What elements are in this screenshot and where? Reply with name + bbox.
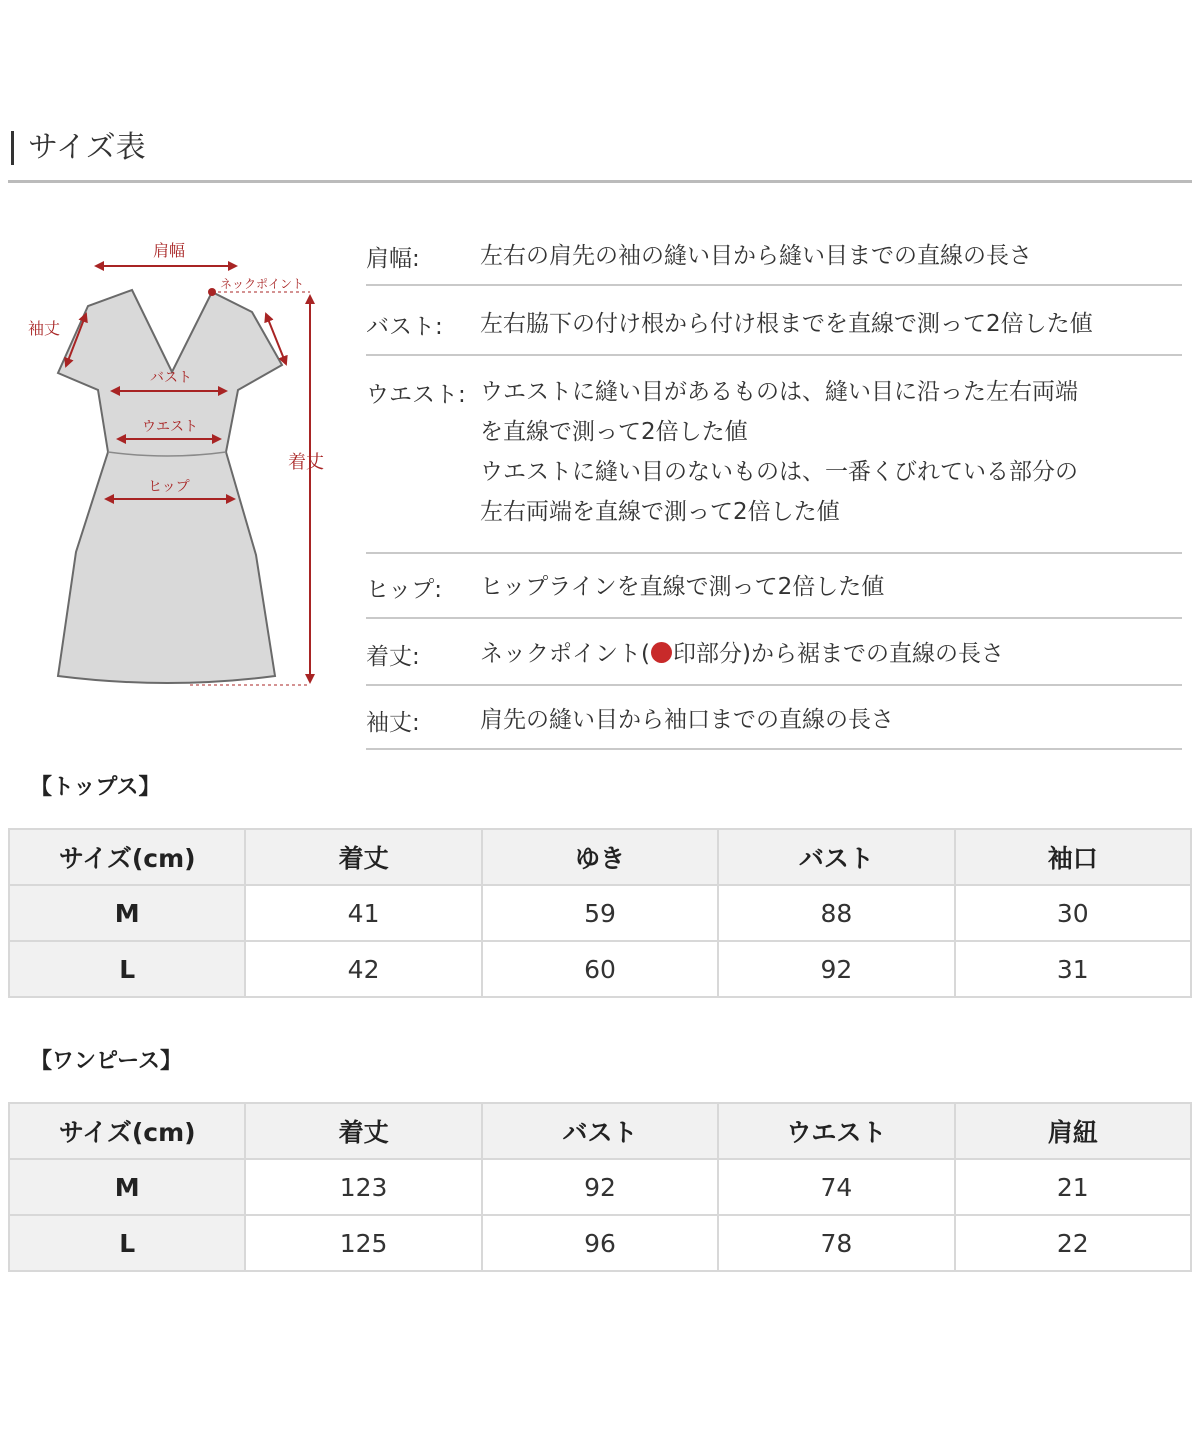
table-cell: 21 [955, 1159, 1191, 1215]
table-header: サイズ(cm) [9, 829, 245, 885]
definition-term: ヒップ: [366, 577, 443, 603]
definition-waist [366, 356, 1182, 554]
definition-term: バスト: [366, 314, 443, 340]
onepiece-heading: 【ワンピース】 [30, 1049, 183, 1074]
table-row [9, 941, 1191, 997]
definition-term: 肩幅: [366, 246, 420, 272]
table-row [9, 1215, 1191, 1271]
definition-term: 着丈: [366, 644, 420, 670]
size-label: M [9, 885, 245, 941]
table-cell: 59 [482, 885, 718, 941]
table-cell: 42 [245, 941, 481, 997]
table-header: 着丈 [245, 1103, 481, 1159]
definition-line: 左右両端を直線で測って2倍した値 [480, 499, 840, 525]
table-header: 袖口 [955, 829, 1191, 885]
table-cell: 74 [718, 1159, 954, 1215]
table-row [9, 885, 1191, 941]
table-cell: 123 [245, 1159, 481, 1215]
table-header: ウエスト [718, 1103, 954, 1159]
sleeve-label: 袖丈 [28, 319, 61, 338]
definition-text [480, 372, 1078, 532]
definition-line: ウエストに縫い目のないものは、一番くびれている部分の [480, 459, 1078, 485]
table-cell: 22 [955, 1215, 1191, 1271]
definition-line: ウエストに縫い目があるものは、縫い目に沿った左右両端 [480, 379, 1078, 405]
measurement-definitions [366, 232, 1182, 750]
bust-label: バスト [150, 370, 192, 386]
definition-bust [366, 286, 1182, 356]
definition-term: ウエスト: [366, 382, 466, 408]
onepiece-size-table [8, 1102, 1192, 1272]
table-cell: 125 [245, 1215, 481, 1271]
neckpoint-label: ネックポイント [220, 277, 305, 291]
hip-label: ヒップ [148, 479, 190, 495]
table-cell: 96 [482, 1215, 718, 1271]
table-header-row [9, 1103, 1191, 1159]
dress-illustration [0, 230, 350, 700]
table-header: サイズ(cm) [9, 1103, 245, 1159]
page-title: サイズ表 [28, 130, 146, 165]
size-label: M [9, 1159, 245, 1215]
definition-sleeve [366, 686, 1182, 750]
definition-line-part: ネックポイント( [480, 641, 650, 667]
title-divider [8, 180, 1192, 183]
title-block [8, 128, 1192, 183]
waist-label: ウエスト [142, 419, 198, 435]
table-header: 着丈 [245, 829, 481, 885]
definition-line: を直線で測って2倍した値 [480, 419, 748, 445]
definition-line: 左右脇下の付け根から付け根までを直線で測って2倍した値 [480, 311, 1093, 337]
size-label: L [9, 1215, 245, 1271]
definition-line [480, 634, 1004, 674]
definition-hip [366, 554, 1182, 619]
table-cell: 78 [718, 1215, 954, 1271]
tops-heading: 【トップス】 [30, 775, 161, 800]
title-accent-bar [11, 131, 14, 165]
dress-diagram [0, 230, 350, 700]
definition-length [366, 619, 1182, 686]
size-label: L [9, 941, 245, 997]
table-cell: 88 [718, 885, 954, 941]
table-cell: 41 [245, 885, 481, 941]
definition-line: ヒップラインを直線で測って2倍した値 [480, 574, 885, 600]
table-header-row [9, 829, 1191, 885]
red-dot-icon [651, 642, 672, 663]
table-cell: 92 [718, 941, 954, 997]
length-label: 着丈 [288, 452, 324, 473]
definition-term: 袖丈: [366, 710, 420, 736]
definition-text [480, 567, 884, 607]
table-cell: 92 [482, 1159, 718, 1215]
table-header: ゆき [482, 829, 718, 885]
table-cell: 31 [955, 941, 1191, 997]
definition-shoulder [366, 232, 1182, 286]
table-header: 肩紐 [955, 1103, 1191, 1159]
definition-text [480, 700, 894, 740]
definition-line: 左右の肩先の袖の縫い目から縫い目までの直線の長さ [480, 243, 1032, 269]
definition-text [480, 634, 1004, 674]
table-cell: 60 [482, 941, 718, 997]
table-cell: 30 [955, 885, 1191, 941]
definition-text [480, 236, 1032, 276]
definition-text [480, 304, 1093, 344]
tops-size-table [8, 828, 1192, 998]
table-header: バスト [718, 829, 954, 885]
definition-line: 肩先の縫い目から袖口までの直線の長さ [480, 707, 894, 733]
table-header: バスト [482, 1103, 718, 1159]
definition-line-part: 印部分)から裾までの直線の長さ [672, 641, 1004, 667]
shoulder-label: 肩幅 [153, 241, 186, 260]
table-row [9, 1159, 1191, 1215]
